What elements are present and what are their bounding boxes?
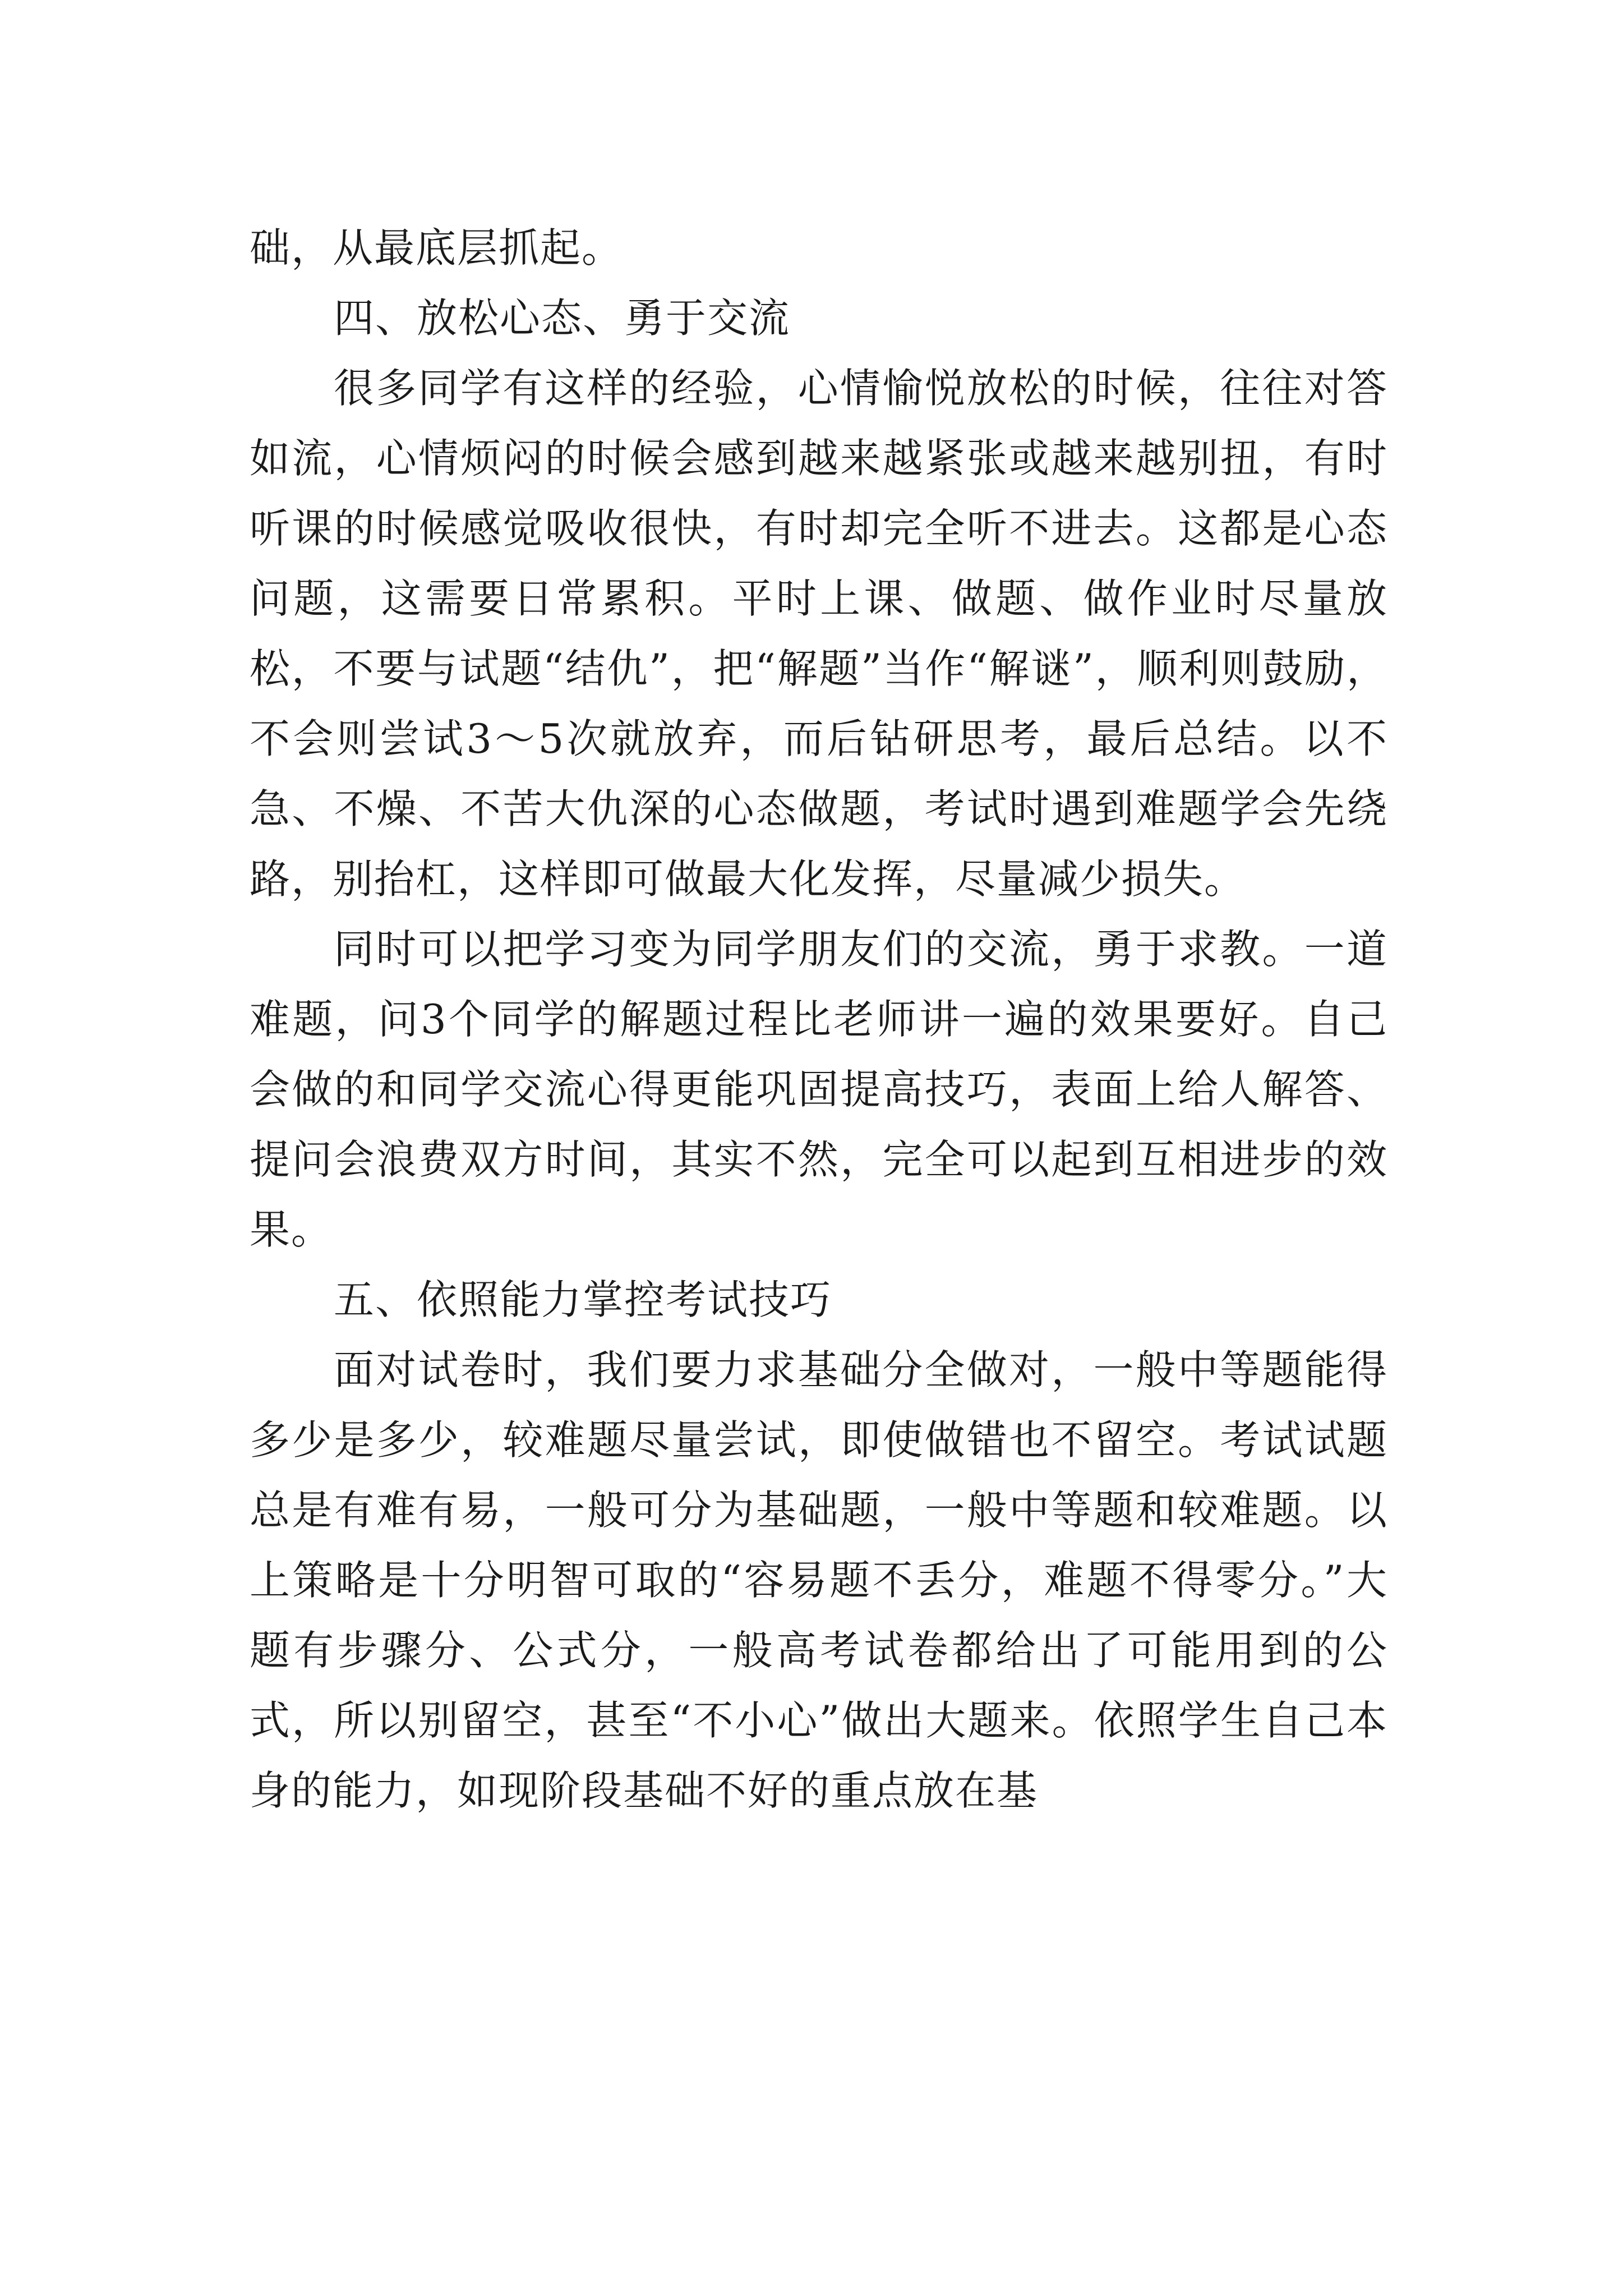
document-body (250, 213, 1388, 1826)
paragraph-communication: 同时可以把学习变为同学朋友们的交流，勇于求教。一道难题，问3个同学的解题过程比老师讲一遍的效果要好。自己会做的和同学交流心得更能巩固提高技巧，表面上给人解答、提问会浪费双方时间，其实不然，完全可以起到互相进步的效果。 (250, 926, 1388, 1253)
paragraph-continuation: 础，从最底层抓起。 (250, 224, 624, 272)
section-heading-five: 五、依照能力掌控考试技巧 (334, 1276, 832, 1323)
paragraph-exam-strategy: 面对试卷时，我们要力求基础分全做对，一般中等题能得多少是多少，较难题尽量尝试，即使做错也不留空。考试试题总是有难有易，一般可分为基础题，一般中等题和较难题。以上策略是十分明智可取的“容易题不丢分，难题不得零分。”大题有步骤分、公式分，一般高考试卷都给出了可能用到的公式，所以别留空，甚至“不小心”做出大题来。依照学生自己本身的能力，如现阶段基础不好的重点放在基 (250, 1346, 1388, 1814)
paragraph-mindset: 很多同学有这样的经验，心情愉悦放松的时候，往往对答如流，心情烦闷的时候会感到越来越紧张或越来越别扭，有时听课的时候感觉吸收很快，有时却完全听不进去。这都是心态问题，这需要日常累积。平时上课、做题、做作业时尽量放松，不要与试题“结仇”，把“解题”当作“解谜”，顺利则鼓励，不会则尝试3～5次就放弃，而后钻研思考，最后总结。以不急、不燥、不苦大仇深的心态做题，考试时遇到难题学会先绕路，别抬杠，这样即可做最大化发挥，尽量减少损失。 (250, 365, 1388, 903)
section-heading-four: 四、放松心态、勇于交流 (334, 295, 791, 342)
